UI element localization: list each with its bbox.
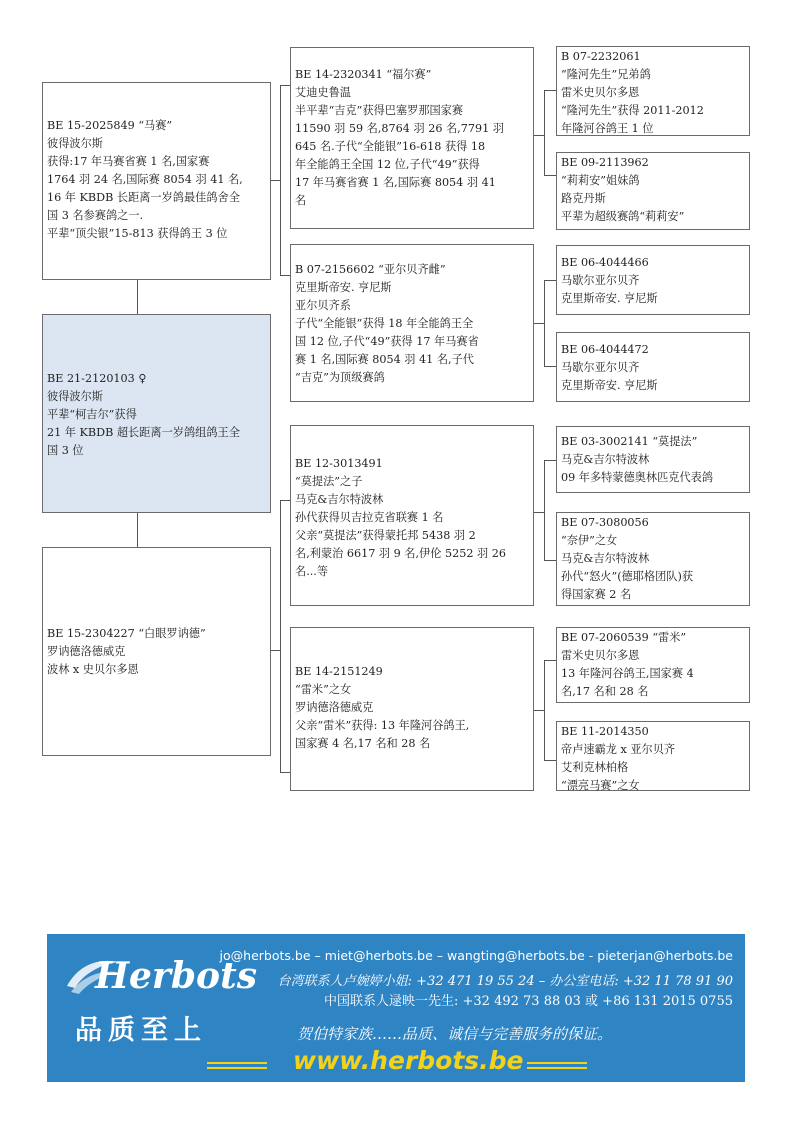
pedigree-line: 国 3 名参赛鸽之一. (47, 209, 144, 222)
pedigree-line: 国 3 位 (47, 444, 84, 457)
pedigree-line: 雷米史贝尔多恩 (561, 86, 640, 99)
pedigree-dam-dam (290, 627, 534, 791)
connector (270, 180, 280, 181)
pedigree-gen3-2 (556, 152, 750, 230)
connector (544, 366, 556, 367)
pedigree-line: 名,17 名和 28 名 (561, 685, 649, 698)
herbots-logo (65, 946, 257, 1004)
pedigree-line: 半平辈“吉克”获得巴塞罗那国家赛 (295, 104, 464, 117)
pedigree-line: BE 11-2014350 (561, 725, 649, 738)
connector (534, 710, 544, 711)
connector (544, 760, 556, 761)
pedigree-line: BE 06-4044466 (561, 256, 649, 269)
pedigree-line: 平辈“柯吉尔”获得 (47, 408, 137, 421)
connector (534, 512, 544, 513)
pedigree-line: 子代“全能银”获得 18 年全能鸽王全 (295, 317, 474, 330)
pedigree-line: BE 06-4044472 (561, 343, 649, 356)
pedigree-line: 1764 羽 24 名,国际赛 8054 羽 41 名, (47, 173, 243, 186)
pedigree-line: 路克丹斯 (561, 192, 606, 205)
pedigree-line: 父亲“莫提法”获得蒙托邦 5438 羽 2 (295, 529, 476, 542)
pedigree-line: 艾利克林柏格 (561, 761, 629, 774)
connector (534, 323, 544, 324)
pedigree-gen3-7 (556, 627, 750, 703)
pedigree-gen3-4 (556, 332, 750, 402)
connector (544, 560, 556, 561)
pedigree-line: 艾迪史鲁温 (295, 86, 351, 99)
pedigree-sire (42, 82, 271, 280)
pedigree-line: 罗讷德洛德威克 (47, 645, 126, 658)
pedigree-line: 孙代获得贝吉拉克省联赛 1 名 (295, 511, 444, 524)
pedigree-line: 马克&吉尔特波林 (295, 493, 384, 506)
pedigree-line: 17 年马赛省赛 1 名,国际赛 8054 羽 41 (295, 176, 496, 189)
pedigree-gen3-1 (556, 46, 750, 136)
pedigree-line: 罗讷德洛德威克 (295, 701, 374, 714)
pedigree-line: BE 12-3013491 (295, 457, 383, 470)
connector (534, 135, 544, 136)
connector (544, 280, 545, 366)
pedigree-line: 获得:17 年马赛省赛 1 名,国家赛 (47, 155, 210, 168)
pedigree-line: B 07-2156602 “亚尔贝齐雌” (295, 263, 446, 276)
pedigree-line: 16 年 KBDB 长距离一岁鸽最佳鸽舍全 (47, 191, 240, 204)
pedigree-line: 马歇尔亚尔贝齐 (561, 361, 640, 374)
pedigree-line: 平辈“顶尖银”15-813 获得鸽王 3 位 (47, 227, 228, 240)
pedigree-line: 孙代“怒火”(德耶格团队)获 (561, 570, 694, 583)
connector (280, 85, 281, 275)
connector (544, 660, 545, 760)
pedigree-gen3-5 (556, 426, 750, 493)
pedigree-line: 国家赛 4 名,17 名和 28 名 (295, 737, 431, 750)
pedigree-line: BE 14-2151249 (295, 665, 383, 678)
connector (544, 280, 556, 281)
pedigree-line: 克里斯帝安. 亨尼斯 (561, 379, 658, 392)
pedigree-line: 国 12 位,子代“49”获得 17 年马赛省 (295, 335, 479, 348)
pedigree-line: 雷米史贝尔多恩 (561, 649, 640, 662)
pedigree-line: 马克&吉尔特波林 (561, 552, 650, 565)
connector (544, 660, 556, 661)
pedigree-line: “奈伊”之女 (561, 534, 618, 547)
pedigree-line: “漂亮马赛”之女 (561, 779, 640, 792)
pedigree-line: BE 15-2304227 “白眼罗讷德” (47, 627, 206, 640)
connector (544, 460, 545, 560)
pedigree-line: 得国家赛 2 名 (561, 588, 632, 601)
email-contacts: jo@herbots.be – miet@herbots.be – wangting@herbots.be - pieterjan@herbots.be (219, 948, 733, 963)
connector (137, 279, 138, 315)
pedigree-line: 亚尔贝齐系 (295, 299, 351, 312)
decorative-bars-left (207, 1062, 267, 1070)
pedigree-gen3-6 (556, 512, 750, 606)
pedigree-line: 马克&吉尔特波林 (561, 453, 650, 466)
pedigree-dam-sire (290, 425, 534, 606)
pedigree-line: BE 21-2120103 ♀ (47, 372, 147, 385)
pedigree-line: 13 年隆河谷鸽王,国家赛 4 (561, 667, 694, 680)
pedigree-line: 名,利蒙治 6617 羽 9 名,伊伦 5252 羽 26 (295, 547, 506, 560)
pedigree-line: 克里斯帝安. 亨尼斯 (295, 281, 392, 294)
pedigree-line: B 07-2232061 (561, 50, 641, 63)
pedigree-line: “吉克”为顶级赛鸽 (295, 371, 385, 384)
pedigree-line: 名...等 (295, 565, 329, 578)
pedigree-subject (42, 314, 271, 513)
pedigree-line: 帝卢速霸龙 x 亚尔贝齐 (561, 743, 676, 756)
pedigree-line: 名 (295, 194, 307, 207)
pedigree-line: BE 07-3080056 (561, 516, 649, 529)
pedigree-line: 09 年多特蒙德奥林匹克代表鸽 (561, 471, 714, 484)
pedigree-line: 赛 1 名,国际赛 8054 羽 41 名,子代 (295, 353, 474, 366)
pedigree-line: 年隆河谷鸽王 1 位 (561, 122, 654, 135)
pedigree-line: 年全能鸽王全国 12 位,子代“49”获得 (295, 158, 480, 171)
china-contact: 中国联系人逯映一先生: +32 492 73 88 03 或 +86 131 2015 0755 (324, 994, 733, 1009)
pedigree-line: “雷米”之女 (295, 683, 352, 696)
slogan: 品质至上 (75, 1015, 207, 1046)
connector (280, 500, 281, 772)
pedigree-line: 彼得波尔斯 (47, 137, 103, 150)
pedigree-line: “莫提法”之子 (295, 475, 363, 488)
connector (137, 512, 138, 548)
pedigree-line: 645 名.子代“全能银”16-618 获得 18 (295, 140, 486, 153)
pedigree-line: BE 03-3002141 “莫提法” (561, 435, 698, 448)
pedigree-line: “隆河先生”获得 2011-2012 (561, 104, 704, 117)
pedigree-sire-dam (290, 244, 534, 402)
taiwan-contact: 台湾联系人卢婉婷小姐: +32 471 19 55 24 – 办公室电话: +32 11 78 91 90 (277, 974, 733, 989)
pedigree-line: 马歇尔亚尔贝齐 (561, 274, 640, 287)
svg-text:Herbots: Herbots (95, 955, 257, 997)
pedigree-line: 21 年 KBDB 超长距离一岁鸽组鸽王全 (47, 426, 240, 439)
pedigree-line: BE 09-2113962 (561, 156, 649, 169)
tagline: 贺伯特家族……品质、诚信与完善服务的保证。 (297, 1025, 613, 1043)
connector (544, 460, 556, 461)
decorative-bars-right (527, 1062, 587, 1070)
pedigree-line: 波林 x 史贝尔多恩 (47, 663, 139, 676)
pedigree-line: 彼得波尔斯 (47, 390, 103, 403)
website-link[interactable]: www.herbots.be (293, 1046, 524, 1075)
pedigree-dam (42, 547, 271, 756)
pedigree-line: BE 14-2320341 “福尔赛” (295, 68, 432, 81)
pedigree-sire-sire (290, 47, 534, 229)
footer-banner (47, 934, 745, 1082)
pedigree-line: “隆河先生”兄弟鸽 (561, 68, 651, 81)
pedigree-line: 克里斯帝安. 亨尼斯 (561, 292, 658, 305)
connector (270, 650, 280, 651)
pedigree-line: 平辈为超级赛鸽“莉莉安” (561, 210, 685, 223)
pedigree-gen3-3 (556, 245, 750, 315)
pedigree-line: BE 07-2060539 “雷米” (561, 631, 687, 644)
connector (544, 90, 545, 175)
pedigree-gen3-8 (556, 721, 750, 791)
pedigree-line: “莉莉安”姐妹鸽 (561, 174, 640, 187)
pedigree-line: 父亲“雷米”获得: 13 年隆河谷鸽王, (295, 719, 470, 732)
pedigree-line: BE 15-2025849 “马赛” (47, 119, 173, 132)
pedigree-line: 11590 羽 59 名,8764 羽 26 名,7791 羽 (295, 122, 504, 135)
connector (544, 175, 556, 176)
connector (544, 90, 556, 91)
